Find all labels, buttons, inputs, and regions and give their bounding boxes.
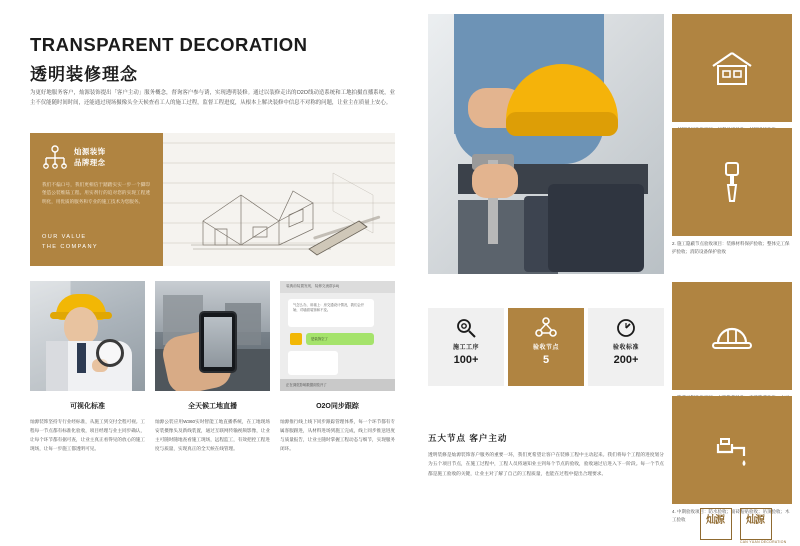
architecture-sketch-image xyxy=(163,133,395,266)
brand-panel xyxy=(30,133,163,266)
chat-bubble-1: 气怎么办，用墙上：房交通设计情况，我们会开始，对墙面装饰和不变。 xyxy=(293,303,365,313)
logo-en: CAN YUAN DECORATION xyxy=(740,540,787,544)
stat-value: 100+ xyxy=(453,354,479,366)
gold-caption-4: 4. 中期验收项目：防水验收；面砖粘贴验收；吊顶验收；木工验收 xyxy=(672,509,790,523)
stat-nodes xyxy=(508,308,584,386)
stat-value: 5 xyxy=(542,354,550,366)
stat-process xyxy=(428,308,504,386)
stat-standards xyxy=(588,308,664,386)
value-line-1: OUR VALUE xyxy=(42,234,87,240)
feature-card-text: 灿源公装应用W360实时智能工地直播系统，在工地现场安装摄像头及新线装置，通过互联网传输视频影像，让业主可随时随地查看施工现场，远程监工，有效把控工程进度与质量，实现真正的全天候在线管理。 xyxy=(155,419,270,451)
feature-card-title: O2O同步跟踪 xyxy=(316,403,359,410)
stat-label: 验收标准 xyxy=(612,345,639,351)
chat-bubble-2: 是装饰空了 xyxy=(311,337,328,341)
feature-card-o2o xyxy=(280,281,395,454)
feature-card-title: 可视化标准 xyxy=(70,403,105,410)
gold-caption-2: 2. 施工隐蔽节点验收项目：装修材料保护验收；整体完工保护验收；消防设备保护验收 xyxy=(672,241,790,255)
chat-screenshot xyxy=(280,281,395,391)
right-column xyxy=(420,0,800,546)
brand-line-1: 灿源装饰 xyxy=(74,147,106,156)
chat-footer-text: 正在浏览影响数据浏览开了 xyxy=(286,383,327,387)
logo-cn-2: 灿源 xyxy=(746,515,764,526)
stat-label: 施工工序 xyxy=(452,345,479,351)
gold-box-protection xyxy=(672,128,792,236)
intro-paragraph: 为更好地服务客户，灿源装饰提出「客户主动」服务概念，督询客户参与诱，实现透明装修。通过以装修走出的O2O线动造系统和工地拍摄直播系统，业主不仅能随时间时间，还能通过现场摄像头全天候查看工人的施工过程，监督工程进度，从根本上解决装修中信息不对称的问题，让业主在质量上安心。 xyxy=(30,90,395,106)
stat-value: 200+ xyxy=(613,354,639,366)
stat-label: 验收节点 xyxy=(532,345,559,351)
page-title-en: TRANSPARENT DECORATION xyxy=(30,34,308,55)
value-line-2: THE COMPANY xyxy=(42,243,99,250)
page-title-cn: 透明装修理念 xyxy=(30,65,138,84)
feature-card-title: 全天候工地直播 xyxy=(188,403,237,410)
gear-search-icon xyxy=(455,317,477,339)
stats-row xyxy=(428,308,664,386)
hero-band xyxy=(30,133,395,266)
chat-top-bar-text: 装典前装置发现，装修交流群(18) xyxy=(286,284,340,288)
speed-icon xyxy=(615,317,637,339)
feature-card-text: 灿源推行线上线下同步跟踪管理体系，每一个环节都有专属客服跟进，从材料进场到施工完成，线上同步推送进度与质量报告，让业主随时掌握工程动态与细节，实现服务闭环。 xyxy=(280,419,395,451)
nodes-icon xyxy=(535,317,557,339)
brand-line-2: 品牌理念 xyxy=(74,158,106,168)
brand-name xyxy=(74,146,106,168)
faucet-icon xyxy=(712,430,752,470)
house-icon xyxy=(710,49,754,87)
engineer-photo xyxy=(30,281,145,391)
brand-value xyxy=(42,233,98,252)
chat-avatar-icon xyxy=(290,333,302,345)
brand-mark-icon xyxy=(42,145,68,169)
logo-cn-1: 灿源 xyxy=(706,515,724,526)
footer-logos xyxy=(700,508,788,544)
section-title: 五大节点 客户主动 xyxy=(428,433,508,443)
gold-box-hidden-works xyxy=(672,282,792,390)
feature-card-visual-standard xyxy=(30,281,145,454)
phone-site-photo xyxy=(155,281,270,391)
gold-box-midterm xyxy=(672,396,792,504)
worker-toolbelt-photo xyxy=(428,14,664,274)
feature-card-text: 灿源装饰坚持专行业经标准，从施工到交付全程可视。工程每一节点都有标准化验收，项目经理与业主同步确认，让每个环节都有据可查，让业主真正看得见的放心的施工现场，让每一步施工都透明可见。 xyxy=(30,419,145,451)
feature-card-live-stream xyxy=(155,281,270,454)
section-text: 透明装修是灿源装饰客户服务的重要一环，我们更希望让客户在装修工程中主动起来。我们将每个工程的进度划分为五个项目节点，在施工过程中，工程人员将通知业主到每个节点的验收，验收通过后进入下一阶段。每一个节点都是施工验收的关键，让业主对了解了自己的工程质量，也能在过程中提出合理要求。 xyxy=(428,452,664,476)
gold-box-material xyxy=(672,14,792,122)
helmet-icon xyxy=(710,319,754,353)
brand-description: 我们不偏口号，我们更相信于踏踏实实一步一个脚印堡造公装维陆工程。用实剂行的追对您的实现工程透明化，用优质的服务和专业的施工技术为您服务。 xyxy=(42,182,150,204)
drill-icon xyxy=(717,161,747,203)
